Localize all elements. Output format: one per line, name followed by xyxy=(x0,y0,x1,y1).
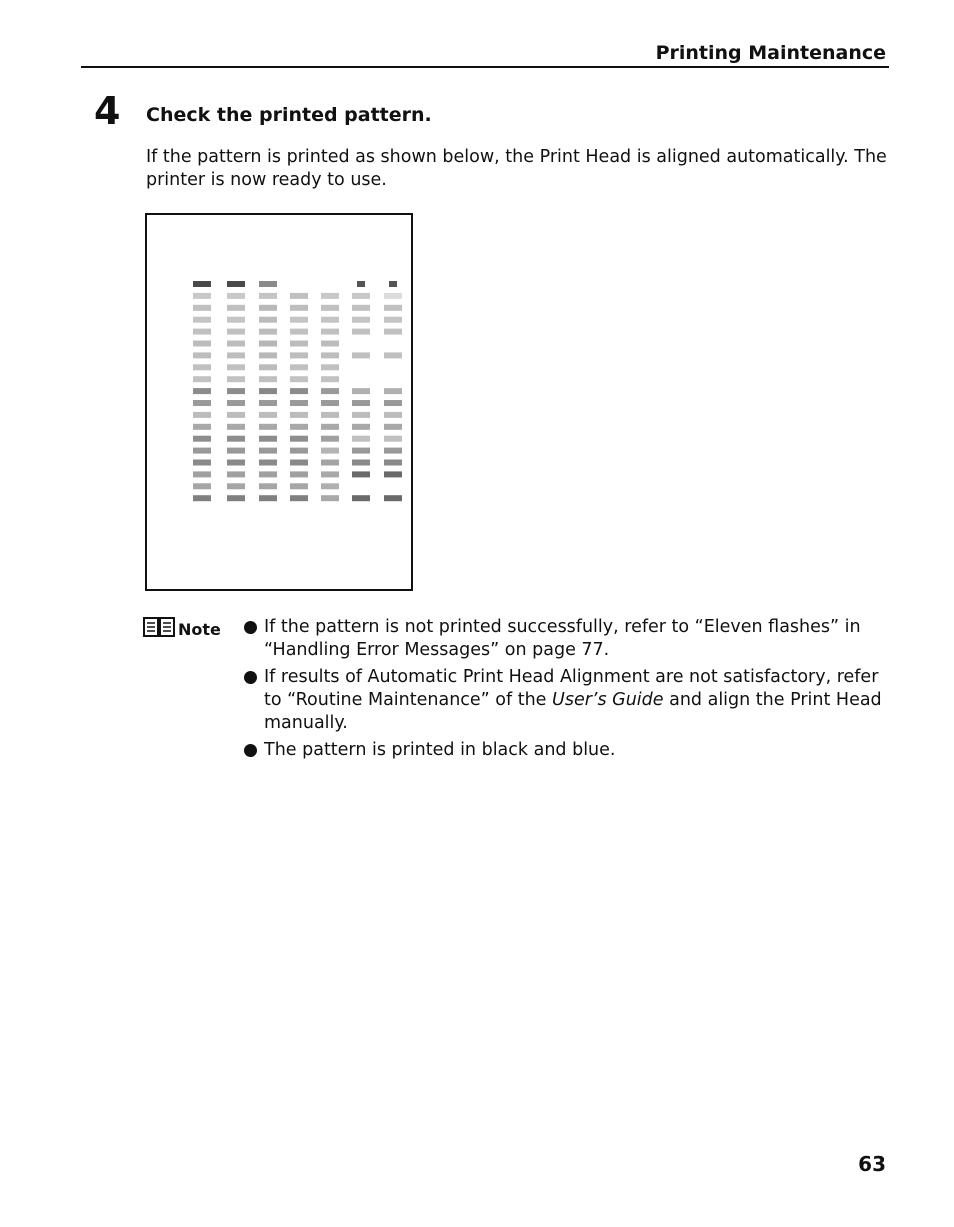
pattern-block xyxy=(352,448,370,454)
pattern-block xyxy=(321,495,339,501)
note-label xyxy=(143,616,221,642)
alignment-pattern-image xyxy=(147,215,411,589)
pattern-block xyxy=(321,341,339,347)
pattern-block xyxy=(193,471,211,477)
pattern-block xyxy=(352,329,370,335)
pattern-block xyxy=(193,400,211,406)
pattern-block xyxy=(321,436,339,442)
step-number: 4 xyxy=(94,89,121,133)
pattern-block xyxy=(227,460,245,466)
note-item xyxy=(244,739,894,762)
pattern-block xyxy=(193,376,211,382)
pattern-block xyxy=(259,400,277,406)
pattern-block xyxy=(321,424,339,430)
pattern-block xyxy=(193,364,211,370)
note-text: The pattern is printed in black and blue. xyxy=(264,740,616,760)
pattern-block xyxy=(384,305,402,311)
pattern-block xyxy=(193,329,211,335)
pattern-block xyxy=(352,293,370,299)
pattern-block xyxy=(384,436,402,442)
pattern-block xyxy=(193,460,211,466)
pattern-block xyxy=(227,293,245,299)
users-guide-title: User’s Guide xyxy=(552,690,664,710)
pattern-block xyxy=(259,352,277,358)
pattern-block xyxy=(384,400,402,406)
pattern-block xyxy=(227,424,245,430)
pattern-block xyxy=(290,341,308,347)
pattern-block xyxy=(193,341,211,347)
bullet-icon xyxy=(244,671,257,684)
pattern-block xyxy=(352,460,370,466)
pattern-block xyxy=(321,471,339,477)
pattern-block xyxy=(290,424,308,430)
pattern-block xyxy=(290,364,308,370)
note-list xyxy=(244,616,894,766)
pattern-block xyxy=(352,317,370,323)
pattern-block xyxy=(227,388,245,394)
pattern-block xyxy=(290,352,308,358)
pattern-block xyxy=(227,305,245,311)
pattern-block xyxy=(259,424,277,430)
pattern-block xyxy=(384,352,402,358)
pattern-block xyxy=(259,376,277,382)
pattern-block xyxy=(290,471,308,477)
pattern-block xyxy=(259,341,277,347)
pattern-block xyxy=(352,400,370,406)
pattern-block xyxy=(259,281,277,287)
pattern-block xyxy=(290,388,308,394)
pattern-block xyxy=(384,471,402,477)
pattern-block xyxy=(193,424,211,430)
pattern-block xyxy=(321,305,339,311)
pattern-block xyxy=(290,412,308,418)
pattern-block xyxy=(384,293,402,299)
pattern-block xyxy=(352,352,370,358)
pattern-block xyxy=(193,293,211,299)
pattern-block xyxy=(290,436,308,442)
pattern-block xyxy=(227,436,245,442)
pattern-block xyxy=(384,388,402,394)
pattern-block xyxy=(352,305,370,311)
pattern-block xyxy=(227,376,245,382)
pattern-block xyxy=(290,329,308,335)
pattern-block xyxy=(321,376,339,382)
pattern-block xyxy=(321,483,339,489)
pattern-block xyxy=(193,305,211,311)
pattern-block xyxy=(384,329,402,335)
pattern-block xyxy=(290,317,308,323)
pattern-block xyxy=(352,495,370,501)
book-icon xyxy=(143,616,175,642)
pattern-block xyxy=(259,329,277,335)
pattern-block xyxy=(193,412,211,418)
pattern-block xyxy=(193,483,211,489)
alignment-pattern-figure xyxy=(145,213,413,591)
pattern-block xyxy=(352,412,370,418)
pattern-block xyxy=(259,317,277,323)
note-text: If results of Automatic Print Head Alignment are not satisfactory, refer to “Routine Maintenance” of the xyxy=(264,667,879,710)
bullet-icon xyxy=(244,621,257,634)
pattern-block xyxy=(193,317,211,323)
pattern-block xyxy=(321,364,339,370)
pattern-block xyxy=(384,424,402,430)
note-text: and align the Print Head manually. xyxy=(264,690,882,733)
pattern-block xyxy=(193,436,211,442)
pattern-block xyxy=(227,341,245,347)
pattern-block xyxy=(321,352,339,358)
pattern-block xyxy=(193,448,211,454)
pattern-block xyxy=(227,448,245,454)
pattern-block xyxy=(259,448,277,454)
note-label-text: Note xyxy=(178,619,221,639)
pattern-block xyxy=(321,293,339,299)
pattern-block xyxy=(259,305,277,311)
pattern-block xyxy=(227,329,245,335)
note-text: ” on page 77. xyxy=(490,640,610,660)
pattern-block xyxy=(259,495,277,501)
pattern-block xyxy=(193,388,211,394)
running-header-title: Printing Maintenance xyxy=(655,42,886,64)
pattern-block xyxy=(321,329,339,335)
link-handling-error-messages[interactable]: Handling Error Messages xyxy=(272,640,491,660)
pattern-block xyxy=(290,495,308,501)
pattern-block xyxy=(290,305,308,311)
pattern-block xyxy=(290,293,308,299)
pattern-block xyxy=(259,436,277,442)
pattern-block xyxy=(227,281,245,287)
header-rule xyxy=(81,66,889,68)
pattern-block xyxy=(193,352,211,358)
page-number: 63 xyxy=(858,1152,886,1176)
pattern-block xyxy=(290,400,308,406)
pattern-block xyxy=(227,400,245,406)
pattern-block xyxy=(259,412,277,418)
pattern-block xyxy=(193,281,211,287)
pattern-block xyxy=(227,483,245,489)
pattern-block xyxy=(227,495,245,501)
pattern-block xyxy=(321,460,339,466)
pattern-block xyxy=(227,364,245,370)
pattern-block xyxy=(259,471,277,477)
pattern-block xyxy=(290,483,308,489)
pattern-block xyxy=(227,317,245,323)
bullet-icon xyxy=(244,744,257,757)
pattern-block xyxy=(352,436,370,442)
pattern-block xyxy=(193,495,211,501)
step-body: If the pattern is printed as shown below, the Print Head is aligned automatically. The printer is now ready to use. xyxy=(146,147,887,190)
pattern-block xyxy=(290,460,308,466)
step-title: Check the printed pattern. xyxy=(146,104,432,126)
pattern-block xyxy=(290,448,308,454)
note-item xyxy=(244,616,894,662)
pattern-block xyxy=(290,376,308,382)
pattern-block xyxy=(352,388,370,394)
note-item xyxy=(244,666,894,735)
pattern-block xyxy=(259,483,277,489)
pattern-block xyxy=(321,448,339,454)
pattern-block xyxy=(259,364,277,370)
pattern-block xyxy=(321,400,339,406)
pattern-block xyxy=(259,388,277,394)
pattern-block xyxy=(352,471,370,477)
pattern-block xyxy=(321,388,339,394)
pattern-block xyxy=(321,412,339,418)
pattern-block xyxy=(357,281,365,287)
pattern-block xyxy=(321,317,339,323)
pattern-block xyxy=(227,471,245,477)
pattern-block xyxy=(227,352,245,358)
pattern-block xyxy=(384,448,402,454)
pattern-block xyxy=(384,495,402,501)
pattern-block xyxy=(259,460,277,466)
pattern-block xyxy=(352,424,370,430)
pattern-block xyxy=(384,317,402,323)
pattern-block xyxy=(384,460,402,466)
pattern-block xyxy=(384,412,402,418)
note-text: If the pattern is not printed successfully, refer to “Eleven flashes” in “ xyxy=(264,617,861,660)
pattern-block xyxy=(227,412,245,418)
pattern-block xyxy=(389,281,397,287)
pattern-block xyxy=(259,293,277,299)
